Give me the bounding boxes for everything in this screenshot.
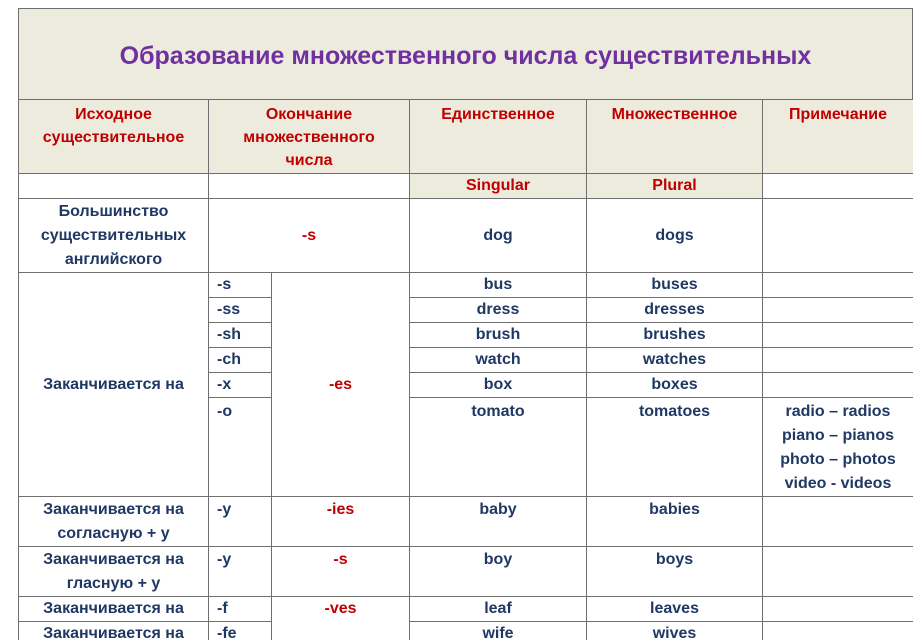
suffix-cell: -ss [209, 298, 272, 323]
suffix-cell: -x [209, 373, 272, 398]
plural-rules-table [18, 99, 913, 640]
plural-cell: leaves [587, 597, 763, 622]
plural-cell: buses [587, 273, 763, 298]
singular-cell: baby [410, 497, 587, 547]
singular-cell: leaf [410, 597, 587, 622]
header-note: Примечание [763, 100, 914, 174]
suffix-cell: -ch [209, 348, 272, 373]
singular-cell: box [410, 373, 587, 398]
plural-cell: boxes [587, 373, 763, 398]
singular-cell: brush [410, 323, 587, 348]
singular-cell: tomato [410, 398, 587, 497]
suffix-cell: -y [209, 497, 272, 547]
rule-source: Заканчивается на [19, 622, 209, 640]
suffix-cell: -y [209, 547, 272, 597]
subheader-row [19, 174, 914, 199]
rule-source: Заканчивается на согласную + у [19, 497, 209, 547]
singular-cell: wife [410, 622, 587, 640]
rule-ending: -s [272, 547, 410, 597]
singular-cell: dress [410, 298, 587, 323]
plural-cell: wives [587, 622, 763, 640]
table-row [19, 547, 914, 597]
rule-source: Заканчивается на [19, 273, 209, 497]
singular-cell: bus [410, 273, 587, 298]
table-row [19, 199, 914, 273]
table-row [19, 597, 914, 622]
rule-source: Заканчивается на гласную + у [19, 547, 209, 597]
suffix-cell: -f [209, 597, 272, 622]
rule-source: Заканчивается на [19, 597, 209, 622]
note-cell: radio – radios piano – pianos photo – photos video - videos [763, 398, 914, 497]
plural-cell: boys [587, 547, 763, 597]
subheader-plural: Plural [587, 174, 763, 199]
plural-cell: dogs [587, 199, 763, 273]
suffix-cell: -sh [209, 323, 272, 348]
plural-cell: watches [587, 348, 763, 373]
page-title: Образование множественного числа существительных [119, 41, 812, 70]
rule-source: Большинство существительных английского [19, 199, 209, 273]
singular-cell: dog [410, 199, 587, 273]
singular-cell: boy [410, 547, 587, 597]
plural-cell: brushes [587, 323, 763, 348]
header-ending: Окончание множественного числа [209, 100, 410, 174]
rule-ending: -s [209, 199, 410, 273]
header-plural: Множественное [587, 100, 763, 174]
plural-cell: tomatoes [587, 398, 763, 497]
table-row [19, 273, 914, 298]
plural-cell: dresses [587, 298, 763, 323]
plural-cell: babies [587, 497, 763, 547]
singular-cell: watch [410, 348, 587, 373]
subheader-singular: Singular [410, 174, 587, 199]
table-row [19, 622, 914, 640]
table-row [19, 497, 914, 547]
suffix-cell: -o [209, 398, 272, 497]
suffix-cell: -fe [209, 622, 272, 640]
plural-nouns-sheet [18, 8, 913, 640]
header-row [19, 100, 914, 174]
rule-ending: -ies [272, 497, 410, 547]
header-singular: Единственное [410, 100, 587, 174]
suffix-cell: -s [209, 273, 272, 298]
header-source: Исходное существительное [19, 100, 209, 174]
rule-ending: -es [272, 273, 410, 497]
title-box [18, 8, 913, 100]
rule-ending: -ves [272, 597, 410, 640]
